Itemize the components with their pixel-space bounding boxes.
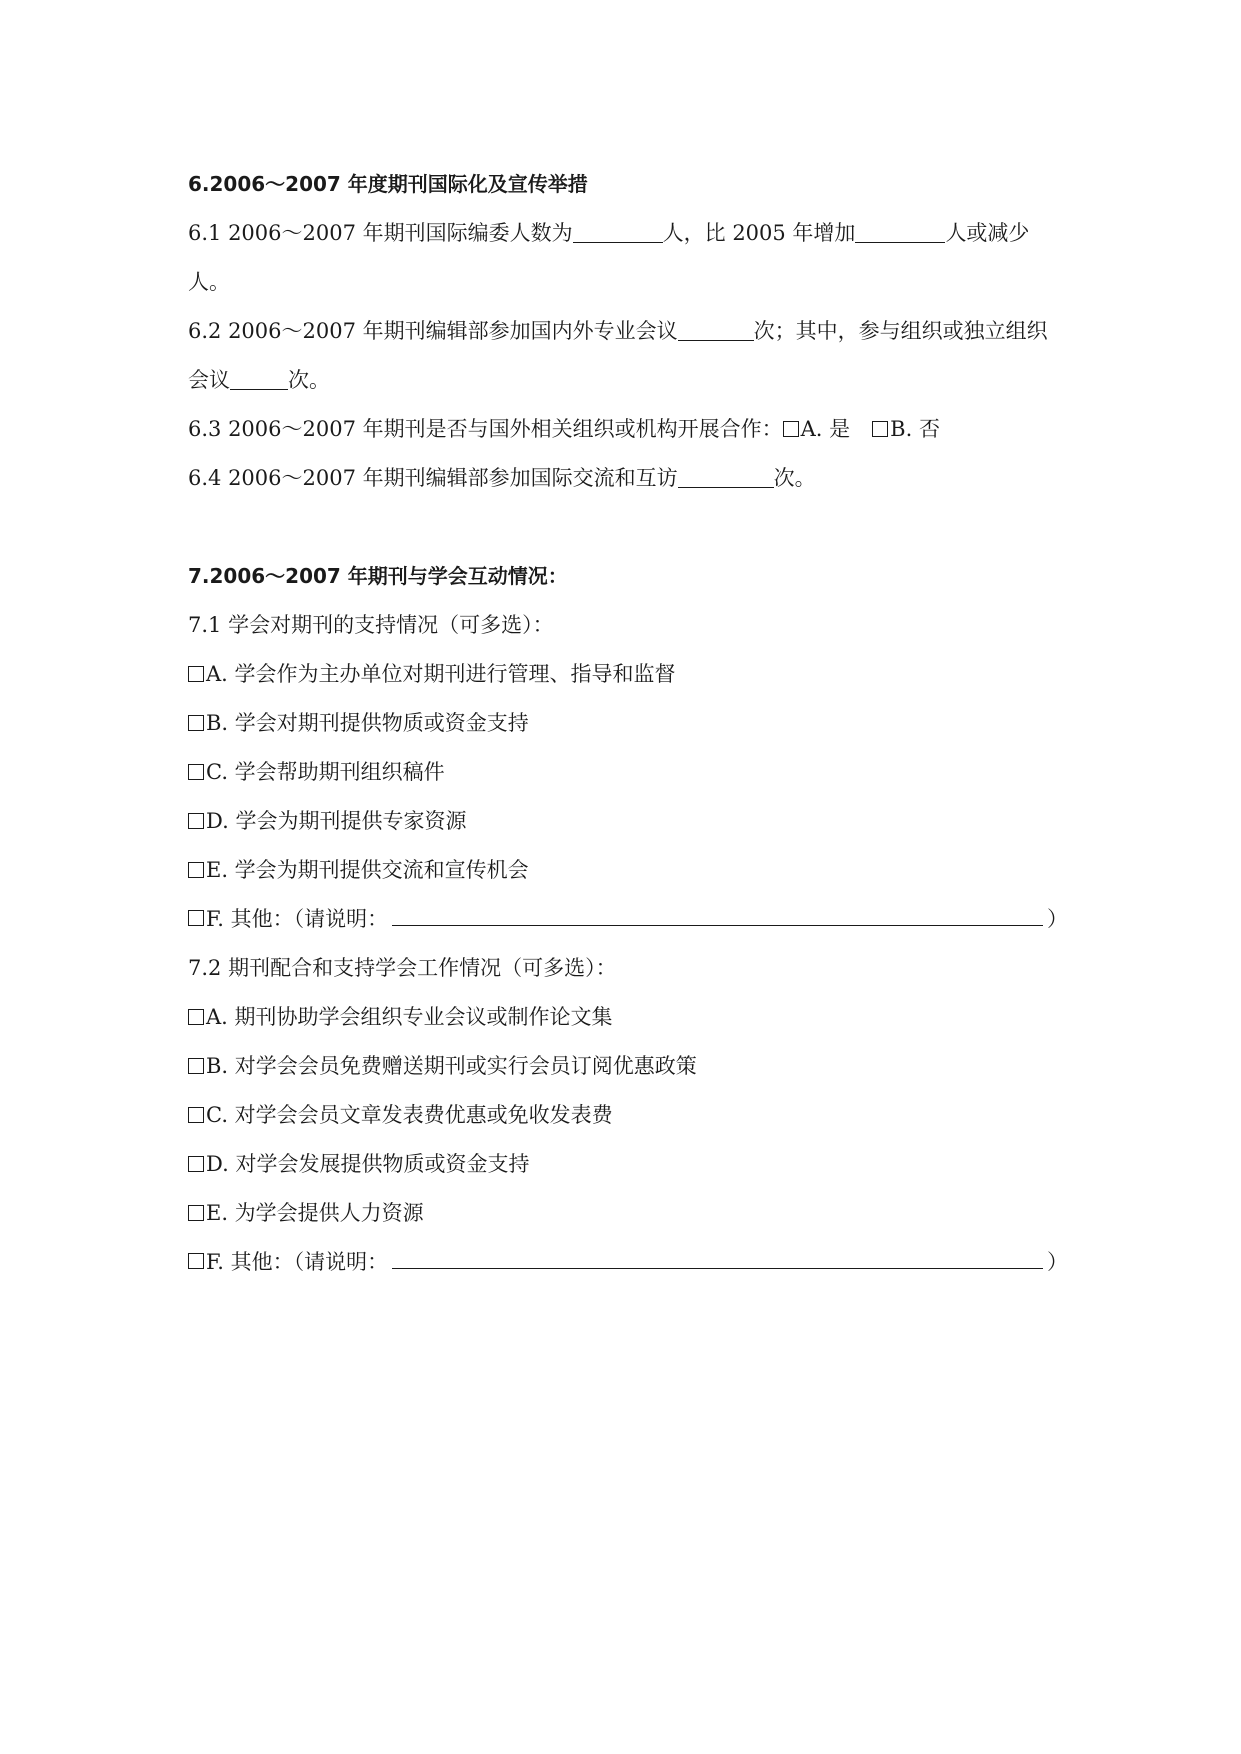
- survey-content: [188, 160, 1068, 1287]
- other-option-row: [188, 895, 1068, 944]
- option-row: [188, 797, 1068, 846]
- option-row: [188, 1189, 1068, 1238]
- question-6-2-line2-suffix: 次。: [288, 368, 330, 392]
- checkbox[interactable]: [188, 1107, 204, 1123]
- option-label: C. 对学会会员文章发表费优惠或免收发表费: [206, 1103, 613, 1127]
- checkbox[interactable]: [188, 1205, 204, 1221]
- increase-count-blank[interactable]: [855, 220, 945, 243]
- other-checkbox[interactable]: [188, 910, 204, 926]
- option-label: A. 学会作为主办单位对期刊进行管理、指导和监督: [206, 662, 676, 686]
- section-7-heading: 7.2006～2007 年期刊与学会互动情况：: [188, 564, 568, 588]
- question-6-2: [188, 307, 1068, 356]
- option-label: D. 学会为期刊提供专家资源: [206, 809, 467, 833]
- checkbox[interactable]: [188, 1009, 204, 1025]
- question-6-2-continued: [188, 356, 1068, 405]
- checkbox[interactable]: [188, 764, 204, 780]
- section-6: [188, 160, 1068, 503]
- option-row: [188, 699, 1068, 748]
- checkbox[interactable]: [188, 813, 204, 829]
- question-6-1-suffix-b: 人。: [188, 270, 230, 294]
- other-label: F. 其他：（请说明：: [206, 907, 389, 931]
- question-6-1: [188, 209, 1068, 258]
- other-checkbox[interactable]: [188, 1253, 204, 1269]
- option-label: B. 学会对期刊提供物质或资金支持: [206, 711, 529, 735]
- option-label: C. 学会帮助期刊组织稿件: [206, 760, 445, 784]
- option-b-checkbox[interactable]: [872, 421, 888, 437]
- question-6-1-prefix: 6.1 2006～2007 年期刊国际编委人数为: [188, 221, 573, 245]
- option-row: [188, 1091, 1068, 1140]
- option-label: E. 学会为期刊提供交流和宣传机会: [206, 858, 529, 882]
- question-6-3: [188, 405, 1068, 454]
- checkbox[interactable]: [188, 715, 204, 731]
- other-explanation-field[interactable]: [392, 1238, 1043, 1269]
- checkbox[interactable]: [188, 666, 204, 682]
- option-row: [188, 1042, 1068, 1091]
- option-row: [188, 748, 1068, 797]
- option-row: [188, 1140, 1068, 1189]
- other-label: F. 其他：（请说明：: [206, 1250, 389, 1274]
- checkbox[interactable]: [188, 862, 204, 878]
- option-label: D. 对学会发展提供物质或资金支持: [206, 1152, 530, 1176]
- section-6-heading: 6.2006～2007 年度期刊国际化及宣传举措: [188, 172, 588, 196]
- question-7-1-title: 7.1 学会对期刊的支持情况（可多选）：: [188, 613, 554, 637]
- other-explanation-field[interactable]: [392, 895, 1043, 926]
- question-6-4: [188, 454, 1068, 503]
- option-b-label: B. 否: [890, 417, 940, 441]
- option-row: [188, 846, 1068, 895]
- question-6-3-text: 6.3 2006～2007 年期刊是否与国外相关组织或机构开展合作：: [188, 417, 783, 441]
- other-close-paren: ）: [1047, 1250, 1068, 1274]
- option-row: [188, 993, 1068, 1042]
- option-label: E. 为学会提供人力资源: [206, 1201, 424, 1225]
- question-7-2-title: 7.2 期刊配合和支持学会工作情况（可多选）：: [188, 956, 617, 980]
- question-6-2-line2-prefix: 会议: [188, 368, 230, 392]
- section-7: [188, 552, 1068, 1287]
- checkbox[interactable]: [188, 1058, 204, 1074]
- other-option-row: [188, 1238, 1068, 1287]
- question-6-1-suffix-a: 人或减少: [945, 221, 1030, 245]
- option-label: A. 期刊协助学会组织专业会议或制作论文集: [206, 1005, 613, 1029]
- option-a-checkbox[interactable]: [783, 421, 799, 437]
- option-row: [188, 650, 1068, 699]
- other-close-paren: ）: [1047, 907, 1068, 931]
- organized-conference-count-blank[interactable]: [230, 367, 288, 390]
- question-6-2-mid: 次；其中，参与组织或独立组织: [753, 319, 1048, 343]
- option-a-label: A. 是: [800, 417, 851, 441]
- question-6-4-suffix: 次。: [773, 466, 816, 490]
- question-6-2-prefix: 6.2 2006～2007 年期刊编辑部参加国内外专业会议: [188, 319, 678, 343]
- intl-editors-count-blank[interactable]: [573, 220, 663, 243]
- question-6-1-mid: 人，比 2005 年增加: [662, 221, 856, 245]
- question-6-4-prefix: 6.4 2006～2007 年期刊编辑部参加国际交流和互访: [188, 466, 678, 490]
- conference-count-blank[interactable]: [678, 318, 754, 341]
- question-6-1-continued: [188, 258, 1068, 307]
- checkbox[interactable]: [188, 1156, 204, 1172]
- option-label: B. 对学会会员免费赠送期刊或实行会员订阅优惠政策: [206, 1054, 697, 1078]
- exchange-visits-count-blank[interactable]: [678, 465, 774, 488]
